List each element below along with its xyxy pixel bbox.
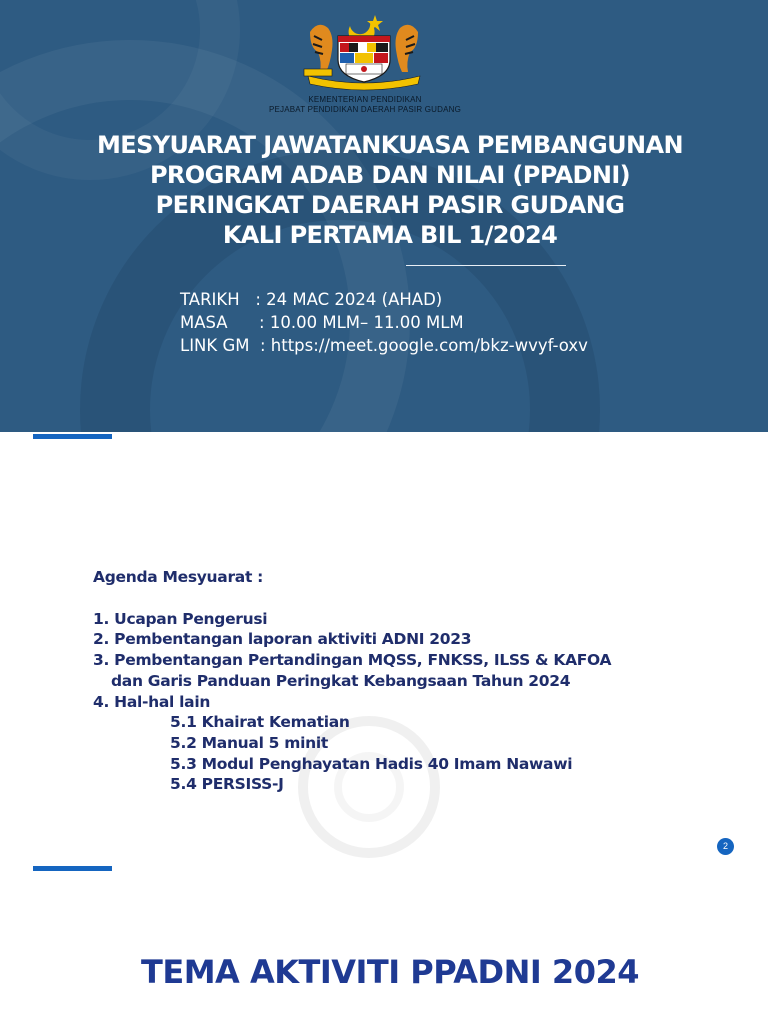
org-line: PEJABAT PENDIDIKAN DAERAH PASIR GUDANG — [268, 105, 462, 114]
organization-name — [230, 95, 500, 115]
time-detail: MASA : 10.00 MLM– 11.00 MLM — [180, 313, 464, 332]
agenda-item: 1. Ucapan Pengerusi — [93, 609, 268, 628]
coat-of-arms-logo — [300, 12, 428, 94]
page-number-badge: 2 — [717, 838, 734, 855]
title-slide — [0, 0, 768, 432]
agenda-subitem: 5.4 PERSISS-J — [170, 775, 284, 794]
agenda-list — [93, 567, 611, 795]
meeting-title — [60, 130, 720, 250]
agenda-item: 4. Hal-hal lain — [93, 692, 211, 711]
agenda-heading: Agenda Mesyuarat : — [93, 568, 264, 586]
title-line: MESYUARAT JAWATANKUASA PEMBANGUNAN — [97, 131, 683, 159]
agenda-subitem: 5.1 Khairat Kematian — [170, 713, 350, 732]
agenda-item-continuation: dan Garis Panduan Peringkat Kebangsaan Tahun 2024 — [111, 671, 571, 690]
title-line: PROGRAM ADAB DAN NILAI (PPADNI) — [149, 161, 631, 189]
title-line: PERINGKAT DAERAH PASIR GUDANG — [155, 191, 625, 219]
accent-bar — [33, 866, 112, 871]
meet-link[interactable]: LINK GM : https://meet.google.com/bkz-wvyf-oxv — [180, 336, 588, 355]
section-title: TEMA AKTIVITI PPADNI 2024 — [141, 953, 639, 991]
org-line: KEMENTERIAN PENDIDIKAN — [308, 95, 422, 104]
title-line: KALI PERTAMA BIL 1/2024 — [222, 221, 558, 249]
agenda-item: 2. Pembentangan laporan aktiviti ADNI 2023 — [93, 630, 472, 649]
divider — [406, 265, 566, 266]
agenda-subitem: 5.3 Modul Penghayatan Hadis 40 Imam Nawawi — [170, 754, 573, 773]
meeting-details — [180, 288, 588, 357]
agenda-item: 3. Pembentangan Pertandingan MQSS, FNKSS, ILSS & KAFOA — [93, 651, 612, 670]
accent-bar — [33, 434, 112, 439]
date-detail: TARIKH : 24 MAC 2024 (AHAD) — [180, 290, 443, 309]
agenda-subitem: 5.2 Manual 5 minit — [170, 733, 328, 752]
